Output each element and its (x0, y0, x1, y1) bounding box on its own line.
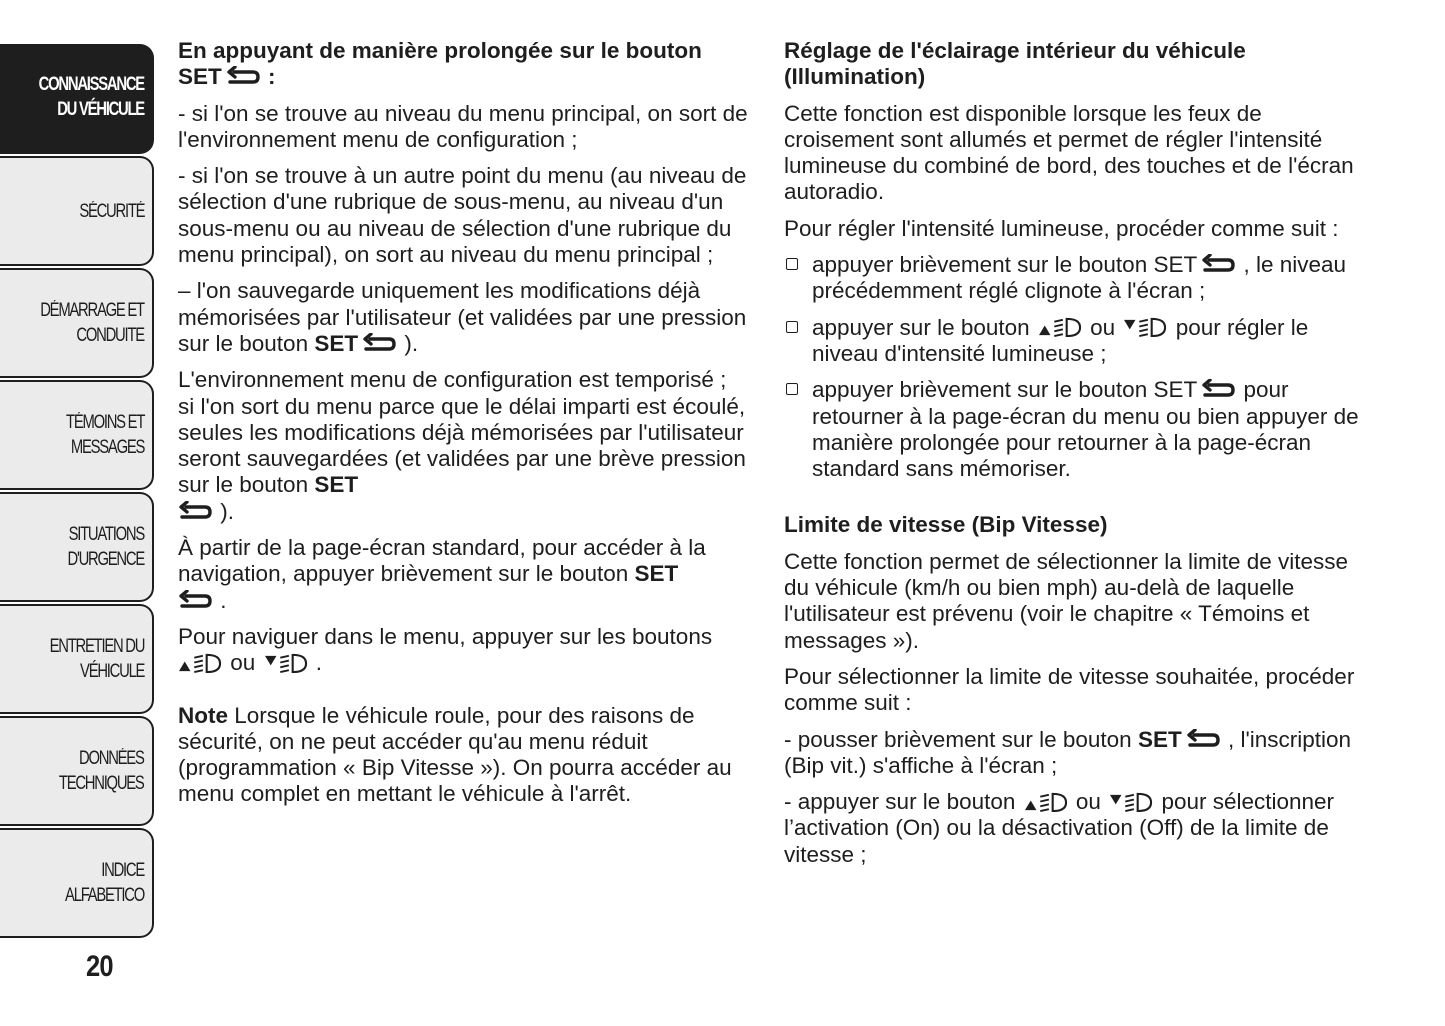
set-button-icon (1201, 254, 1235, 274)
list-item (784, 315, 1364, 368)
checkbox-bullet-icon (786, 258, 798, 270)
paragraph (178, 278, 748, 357)
paragraph (784, 789, 1364, 868)
right-column (784, 38, 1364, 878)
set-button-icon (178, 590, 212, 610)
tab-label: DÉMARRAGE ET CONDUITE (40, 300, 144, 346)
spacer (178, 687, 748, 703)
tab-label: DONNÉES TECHNIQUES (59, 748, 144, 794)
tab-situations-d-urgence[interactable] (0, 492, 154, 602)
tab-label: CONNAISSANCE DU VÉHICULE (38, 74, 144, 120)
paragraph (178, 624, 748, 677)
list-item (784, 252, 1364, 305)
tab-indice-alfabetico[interactable] (0, 828, 154, 938)
paragraph-text: À partir de la page-écran standard, pour accéder à la navigation, appuyer brièvement sur le bouton (178, 535, 706, 587)
paragraph (784, 727, 1364, 780)
brightness-up-icon (178, 652, 222, 673)
tab-entretien-du-vehicule[interactable] (0, 604, 154, 714)
list-item-text: , le niveau précédemment réglé clignote à l'écran ; (812, 252, 1347, 304)
paragraph-text: - pousser brièvement sur le bouton (784, 726, 1138, 752)
paragraph-text: . (214, 587, 227, 613)
tab-temoins-et-messages[interactable] (0, 380, 154, 490)
brightness-down-icon (1123, 316, 1167, 337)
paragraph: Cette fonction permet de sélectionner la limite de vitesse du véhicule (km/h ou bien mph) au-delà de laquelle l'utilisateur est prévenu (voir le chapitre « Témoins et messages »). (784, 548, 1349, 653)
paragraph: Pour régler l'intensité lumineuse, procéder comme suit : (784, 215, 1339, 241)
set-button-icon (226, 66, 260, 86)
paragraph-text: L'environnement menu de configuration est temporisé ; si l'on sort du menu parce que le délai imparti est écoulé, seules les modifications déjà mémorisées par l'utilisateur seront sauvegardées (et validées par une brève pression sur le bouton (178, 367, 746, 498)
paragraph-text: ). (214, 498, 234, 524)
left-column (178, 38, 748, 818)
set-button-icon (362, 333, 396, 353)
brightness-down-icon (1109, 791, 1153, 812)
checkbox-bullet-icon (786, 383, 798, 395)
paragraph: - si l'on se trouve à un autre point du menu (au niveau de sélection d'une rubrique de sous-menu, au niveau d'un sous-menu ou au niveau de sélection d'une rubrique du menu principal), on sort au niveau du menu principal ; (178, 163, 747, 268)
heading-speed-limit: Limite de vitesse (Bip Vitesse) (784, 512, 1108, 538)
paragraph-text: - appuyer sur le bouton (784, 789, 1022, 815)
set-label: SET (314, 330, 359, 356)
tab-demarrage-et-conduite[interactable] (0, 268, 154, 378)
paragraph (178, 535, 748, 614)
heading-colon: : (261, 64, 276, 90)
list-item-text: appuyer brièvement sur le bouton SET (812, 252, 1198, 278)
set-button-icon (178, 501, 212, 521)
list-item-text: pour retourner à la page-écran du menu ou bien appuyer de manière prolongée pour retourner à la page-écran standard sans mémoriser. (812, 377, 1359, 482)
heading-text: En appuyant de manière prolongée sur le bouton SET (178, 38, 702, 90)
paragraph-text: , l'inscription (Bip vit.) s'affiche à l'écran ; (784, 726, 1352, 778)
note-label: Note (178, 702, 228, 728)
paragraph-text: ou (224, 650, 262, 676)
page-number: 20 (86, 950, 113, 983)
heading-illumination: Réglage de l'éclairage intérieur du véhicule (Illumination) (784, 38, 1246, 90)
paragraph-text: Pour naviguer dans le menu, appuyer sur les boutons (178, 623, 713, 649)
paragraph: Pour sélectionner la limite de vitesse souhaitée, procéder comme suit : (784, 663, 1355, 716)
paragraph-text: – l'on sauvegarde uniquement les modifications déjà mémorisées par l'utilisateur (et validées par une pression sur le bouton (178, 278, 747, 356)
brightness-up-icon (1038, 316, 1082, 337)
paragraph-text: ou (1069, 789, 1108, 815)
tab-connaissance-du-vehicule[interactable] (0, 44, 154, 154)
set-button-icon (1201, 379, 1235, 399)
list-item-text: ou (1083, 314, 1122, 340)
tab-label: INDICE ALFABETICO (65, 860, 144, 906)
tab-label: TÉMOINS ET MESSAGES (65, 412, 144, 458)
note-text: Lorsque le véhicule roule, pour des raisons de sécurité, on ne peut accéder qu'au menu réduit (programmation « Bip Vitesse »). On pourra accéder au menu complet en mettant le véhicule à l'arrêt. (178, 702, 732, 807)
list-item-text: pour régler le niveau d'intensité lumineuse ; (812, 314, 1309, 366)
note (178, 703, 748, 808)
paragraph-text: . (309, 650, 323, 676)
paragraph: - si l'on se trouve au niveau du menu principal, on sort de l'environnement menu de configuration ; (178, 100, 748, 152)
list-item-text: appuyer sur le bouton (812, 314, 1036, 340)
paragraph (178, 367, 748, 525)
set-label: SET (314, 472, 359, 498)
brightness-up-icon (1024, 791, 1068, 812)
set-label: SET (1137, 726, 1182, 752)
set-button-icon (1186, 729, 1220, 749)
tab-donnees-techniques[interactable] (0, 716, 154, 826)
heading-long-press-set (178, 38, 748, 91)
paragraph-text: ). (398, 330, 419, 356)
list-item (784, 377, 1364, 482)
brightness-down-icon (264, 652, 308, 673)
paragraph: Cette fonction est disponible lorsque les feux de croisement sont allumés et permet de régler l'intensité lumineuse du combiné de bord, des touches et de l'écran autoradio. (784, 100, 1354, 205)
tab-label: SITUATIONS D'URGENCE (67, 524, 144, 570)
set-label: SET (634, 561, 679, 587)
list-item-text: appuyer brièvement sur le bouton SET (812, 377, 1198, 403)
tab-label: SÉCURITÉ (79, 200, 144, 222)
checkbox-bullet-icon (786, 321, 798, 333)
tab-securite[interactable] (0, 156, 154, 266)
tab-label: ENTRETIEN DU VÉHICULE (49, 636, 144, 682)
paragraph-text: pour sélectionner l’activation (On) ou la désactivation (Off) de la limite de vitesse ; (784, 789, 1335, 867)
